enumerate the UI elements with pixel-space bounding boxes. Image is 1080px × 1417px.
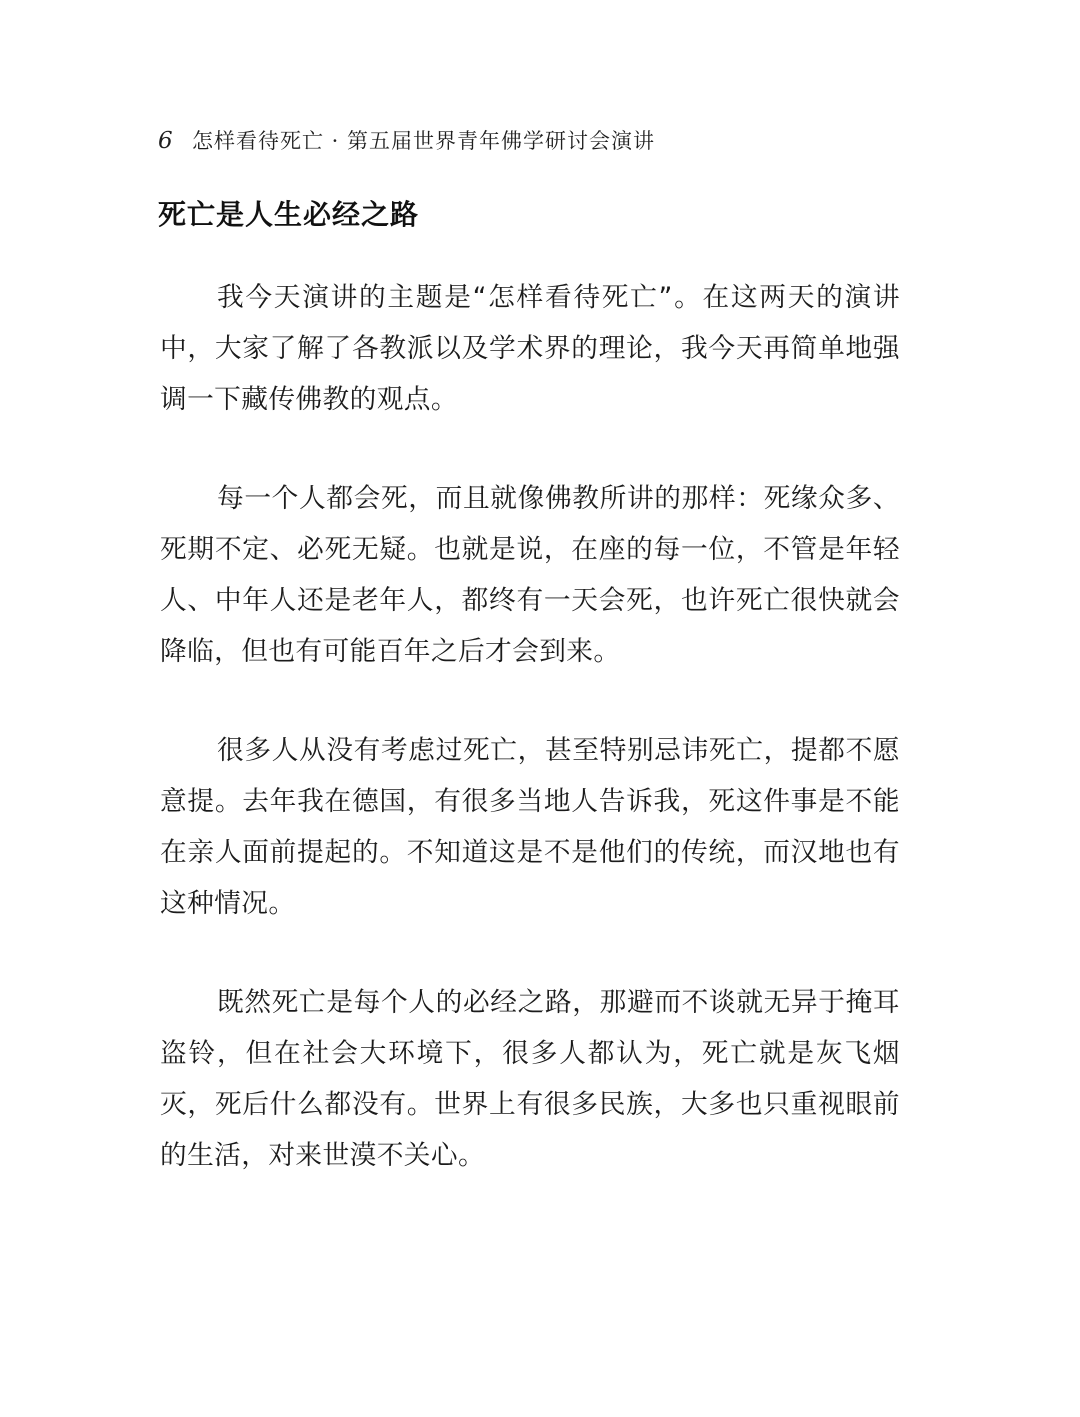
- running-header-title: 怎样看待死亡 · 第五届世界青年佛学研讨会演讲: [192, 129, 656, 153]
- paragraph-3: 很多人从没有考虑过死亡，甚至特别忌讳死亡，提都不愿意提。去年我在德国，有很多当地人告诉我，死这件事是不能在亲人面前提起的。不知道这是不是他们的传统，而汉地也有这种情况。: [160, 735, 900, 919]
- paragraph-4: 既然死亡是每个人的必经之路，那避而不谈就无异于掩耳盗铃，但在社会大环境下，很多人都认为，死亡就是灰飞烟灭，死后什么都没有。世界上有很多民族，大多也只重视眼前的生活，对来世漠不关心。: [160, 987, 900, 1171]
- running-header: [158, 124, 918, 158]
- section-title: 死亡是人生必经之路: [158, 198, 420, 231]
- paragraph-2: 每一个人都会死，而且就像佛教所讲的那样：死缘众多、死期不定、必死无疑。也就是说，在座的每一位，不管是年轻人、中年人还是老年人，都终有一天会死，也许死亡很快就会降临，但也有可能百年之后才会到来。: [160, 483, 900, 667]
- body-text: [160, 272, 900, 1229]
- page-number: 6: [158, 128, 174, 154]
- paragraph-1: 我今天演讲的主题是“怎样看待死亡”。在这两天的演讲中，大家了解了各教派以及学术界的理论，我今天再简单地强调一下藏传佛教的观点。: [160, 282, 900, 415]
